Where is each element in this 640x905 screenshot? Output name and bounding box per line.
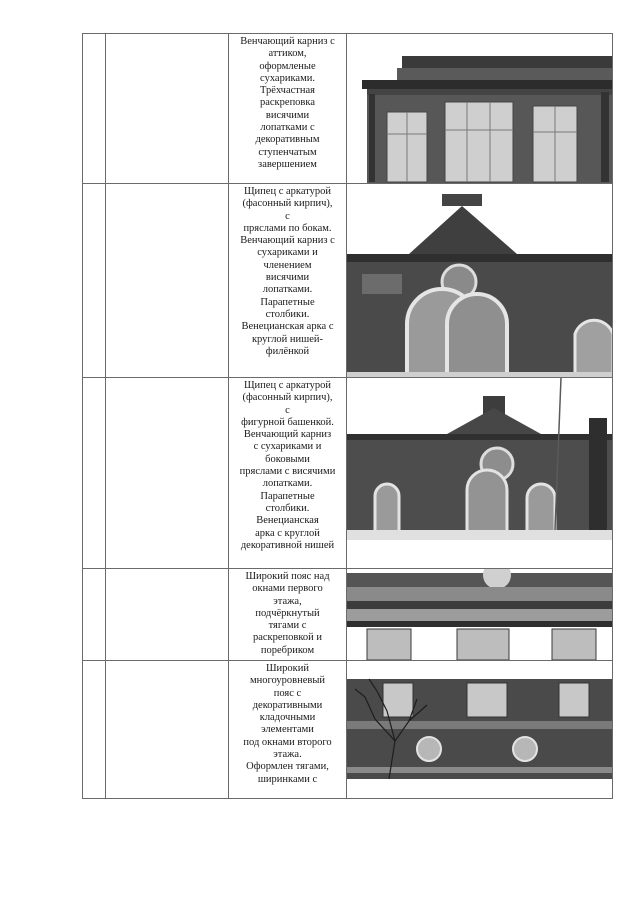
element-description: Венчающий карниз с аттиком, оформленые сухариками. Трёхчастная раскреповка висячими лопатками с декоративным ступенчатым завершением <box>240 36 335 170</box>
table-row <box>83 661 613 799</box>
table-row <box>83 378 613 569</box>
table-row <box>83 34 613 184</box>
element-name-cell <box>106 184 229 378</box>
photo-cell <box>347 661 613 799</box>
description-cell <box>229 661 347 799</box>
description-cell <box>229 184 347 378</box>
description-cell <box>229 34 347 184</box>
table-row <box>83 184 613 378</box>
element-name-cell <box>106 569 229 661</box>
gable-round-niche-photo <box>347 184 613 377</box>
element-description: Щипец с аркатурой (фасонный кирпич), с фигурной башенкой. Венчающий карниз с сухариками и боковыми пряслами с висячими лопатками. Парапетные столбики. Венецианская арка с круглой декоративной нишей <box>239 380 336 551</box>
element-name-cell <box>106 34 229 184</box>
architectural-elements-table <box>82 33 613 799</box>
number-cell <box>83 378 106 569</box>
description-cell <box>229 569 347 661</box>
description-cell <box>229 378 347 569</box>
photo-cell <box>347 34 613 184</box>
element-description: Щипец с аркатурой (фасонный кирпич), с пряслами по бокам. Венчающий карниз с сухариками и членением висячими лопатками. Парапетные столбики. Венецианская арка с круглой нишей- филёнкой <box>240 186 335 357</box>
element-name-cell <box>106 661 229 799</box>
gable-tower-photo <box>347 378 613 568</box>
photo-cell <box>347 378 613 569</box>
photo-cell <box>347 569 613 661</box>
first-floor-belt-photo <box>347 569 613 660</box>
number-cell <box>83 661 106 799</box>
table-row <box>83 569 613 661</box>
facade-attic-cornice-photo <box>347 34 613 183</box>
element-name-cell <box>106 378 229 569</box>
element-description: Широкий многоуровневый пояс с декоративными кладочными элементами под окнами второго этажа. Оформлен тягами, ширинками с <box>243 663 332 785</box>
photo-cell <box>347 184 613 378</box>
element-description: Широкий пояс над окнами первого этажа, подчёркнутый тягами с раскреповкой и поребриком <box>245 571 330 656</box>
number-cell <box>83 569 106 661</box>
number-cell <box>83 34 106 184</box>
second-floor-belt-photo <box>347 661 613 798</box>
number-cell <box>83 184 106 378</box>
